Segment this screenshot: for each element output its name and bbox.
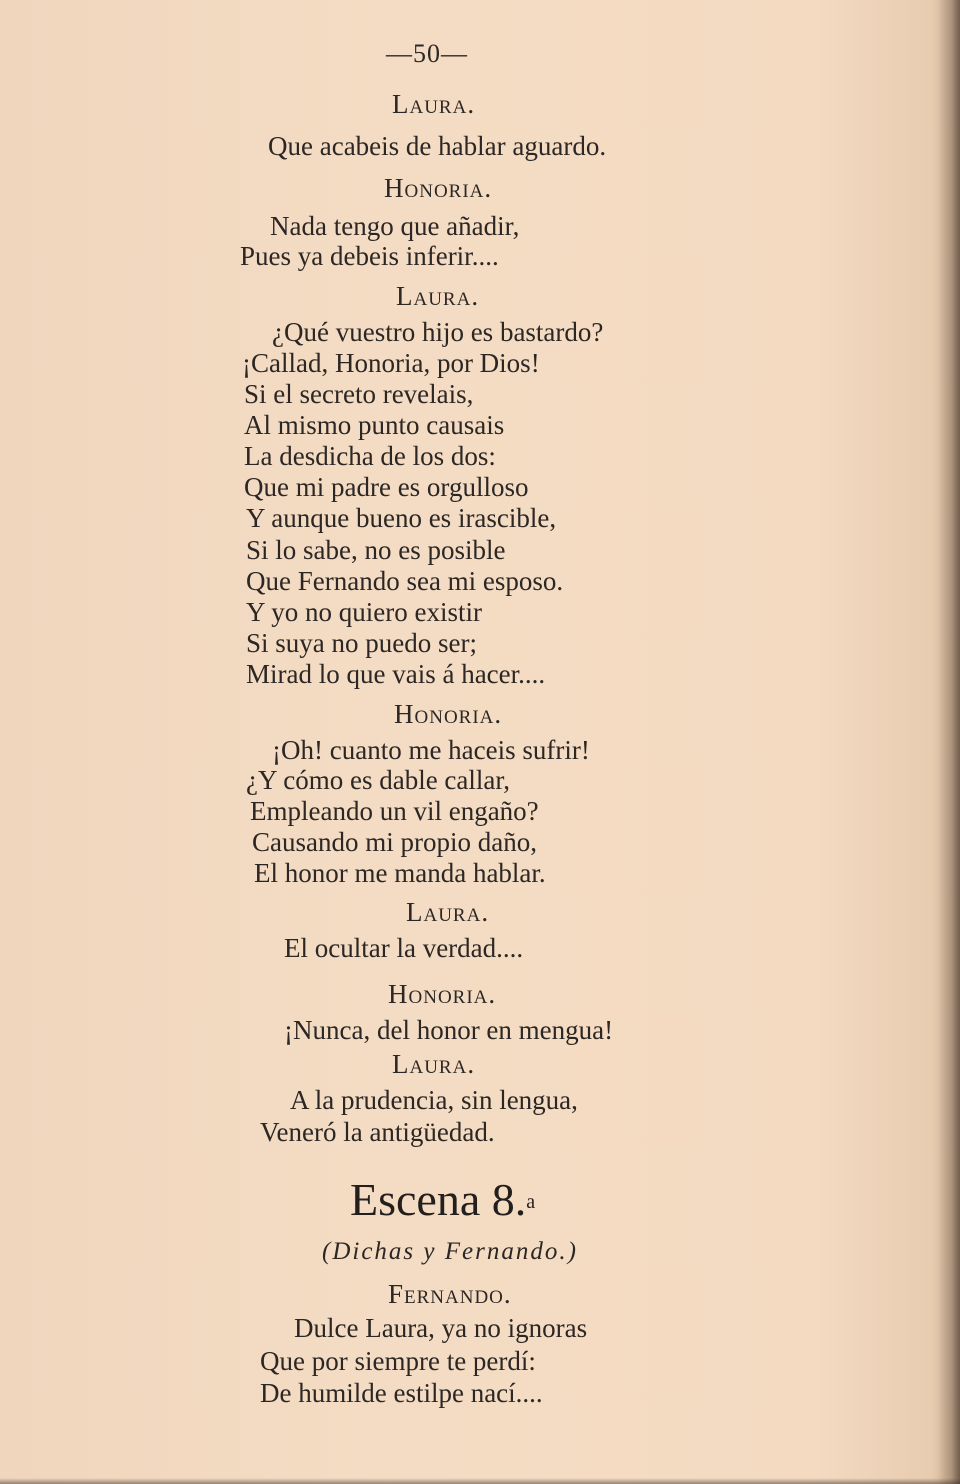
page-bottom-shadow xyxy=(0,1478,960,1484)
verse-line: Que mi padre es orgulloso xyxy=(244,472,529,502)
verse-line: De humilde estilpe nací.... xyxy=(260,1378,543,1408)
verse-line: Mirad lo que vais á hacer.... xyxy=(246,659,546,689)
verse-line: Empleando un vil engaño? xyxy=(250,796,539,826)
stage-direction: (Dichas y Fernando.) xyxy=(322,1238,578,1265)
verse-line: ¡Oh! cuanto me haceis sufrir! xyxy=(272,735,590,765)
verse-line: Que por siempre te perdí: xyxy=(260,1346,536,1376)
verse-line: A la prudencia, sin lengua, xyxy=(290,1085,578,1115)
verse-line: ¡Nunca, del honor en mengua! xyxy=(284,1015,614,1045)
scene-heading-ordinal: a xyxy=(526,1191,536,1213)
page-number: —50— xyxy=(386,39,468,68)
verse-line: Si el secreto revelais, xyxy=(244,379,474,409)
verse-line: Veneró la antigüedad. xyxy=(260,1117,495,1147)
verse-line: Si suya no puedo ser; xyxy=(246,628,477,658)
speaker-name: Laura. xyxy=(406,897,490,927)
verse-line: Nada tengo que añadir, xyxy=(270,211,520,241)
speaker-name: Honoria. xyxy=(394,699,503,729)
speaker-name: Honoria. xyxy=(388,979,497,1009)
verse-line: ¡Callad, Honoria, por Dios! xyxy=(242,348,540,378)
verse-line: Y yo no quiero existir xyxy=(246,597,482,627)
verse-line: Que acabeis de hablar aguardo. xyxy=(268,131,607,161)
verse-line: ¿Qué vuestro hijo es bastardo? xyxy=(272,317,604,347)
verse-line: La desdicha de los dos: xyxy=(244,441,496,471)
scene-heading-text: Escena 8. xyxy=(350,1174,527,1225)
verse-line: Al mismo punto causais xyxy=(244,410,505,440)
page-edge-shadow xyxy=(938,0,960,1484)
speaker-name: Laura. xyxy=(392,1049,476,1079)
verse-line: El ocultar la verdad.... xyxy=(284,933,524,963)
verse-line: Causando mi propio daño, xyxy=(252,827,537,857)
speaker-name: Laura. xyxy=(392,89,476,119)
verse-line: Si lo sabe, no es posible xyxy=(246,535,506,565)
verse-line: Dulce Laura, ya no ignoras xyxy=(294,1313,588,1343)
verse-line: El honor me manda hablar. xyxy=(254,858,546,888)
verse-line: Pues ya debeis inferir.... xyxy=(240,241,499,271)
speaker-name: Honoria. xyxy=(384,173,493,203)
speaker-name: Laura. xyxy=(396,281,480,311)
verse-line: Que Fernando sea mi esposo. xyxy=(246,566,564,596)
scene-heading xyxy=(350,1174,535,1226)
verse-line: ¿Y cómo es dable callar, xyxy=(246,765,511,795)
speaker-name: Fernando. xyxy=(388,1279,512,1309)
verse-line: Y aunque bueno es irascible, xyxy=(246,503,557,533)
